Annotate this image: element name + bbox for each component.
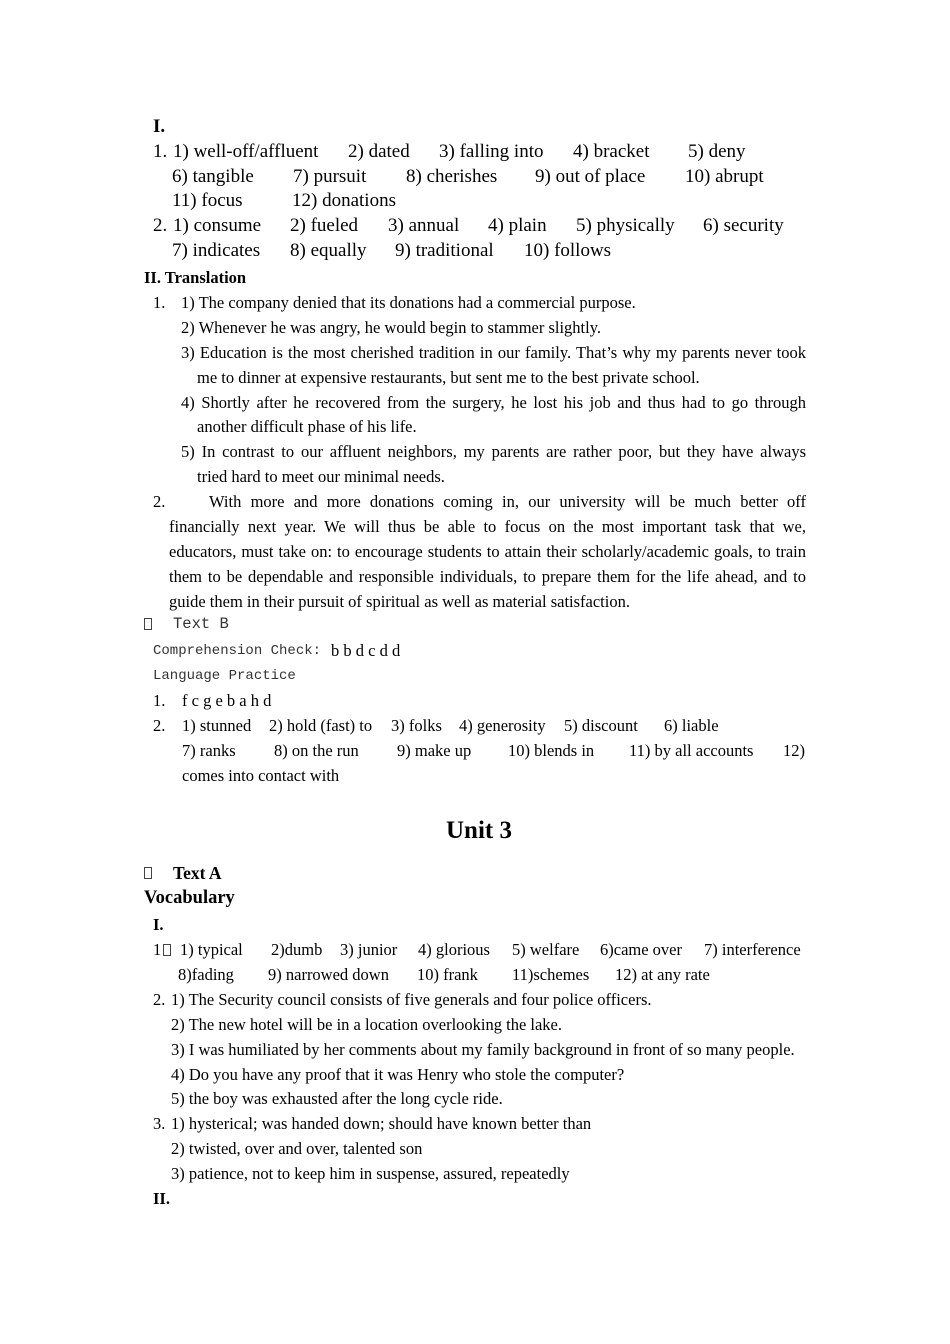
vocab-answer: 5) welfare <box>512 940 580 959</box>
vocab-part-number: 1. <box>153 141 168 162</box>
translation-line: me to dinner at expensive restaurants, but sent me to the best private school. <box>197 368 700 387</box>
vocab-answer: 12) at any rate <box>615 965 710 984</box>
language-practice-label: Language Practice <box>153 668 296 684</box>
translation-line: another difficult phase of his life. <box>197 417 417 436</box>
translation-line: 3) Education is the most cherished tradition in our family. That’s why my parents never took <box>181 343 806 362</box>
translation-line: tried hard to meet our minimal needs. <box>197 467 445 486</box>
practice-answer: 11) by all accounts <box>629 741 754 760</box>
vocab-answer-line: 3) patience, not to keep him in suspense, assured, repeatedly <box>171 1164 570 1183</box>
vocab-sentence: 2) The new hotel will be in a location overlooking the lake. <box>171 1015 563 1034</box>
vocab-answer: 7) pursuit <box>293 166 367 187</box>
practice-answers: f c g e b a h d <box>182 691 272 710</box>
vocab-answer: 6) tangible <box>172 166 254 187</box>
practice-answer: 1) stunned <box>182 716 252 735</box>
vocab-sentence: 3) I was humiliated by her comments about my family background in front of so many people. <box>171 1040 795 1059</box>
vocab-part-number: 1 <box>153 940 162 959</box>
text-a-title: Text A <box>173 863 222 883</box>
vocab-answer: 10) follows <box>524 240 612 261</box>
translation-paragraph-line: educators, must take on: to encourage students to attain their scholarly/academic goals, to train <box>169 542 806 561</box>
practice-answer: 5) discount <box>564 716 638 735</box>
vocab-answer: 8) cherishes <box>406 166 498 187</box>
vocab-answer: 11) focus <box>172 190 243 211</box>
vocab-answer: 3) annual <box>388 215 460 236</box>
vocab-answer: 5) physically <box>576 215 675 236</box>
practice-part-number: 2. <box>153 716 166 735</box>
translation-part-number: 1. <box>153 293 166 312</box>
vocab-answer: 9) traditional <box>395 240 494 261</box>
translation-part-number: 2. <box>153 492 166 511</box>
bullet-box-icon <box>144 618 152 630</box>
practice-answer-continuation: comes into contact with <box>182 766 340 785</box>
vocab-answer-line: 1) hysterical; was handed down; should have known better than <box>171 1114 592 1133</box>
practice-answer: 10) blends in <box>508 741 595 760</box>
unit-title: Unit 3 <box>446 817 512 844</box>
practice-answer: 6) liable <box>664 716 719 735</box>
vocab-section-heading: I. <box>153 116 166 137</box>
practice-answer: 3) folks <box>391 716 442 735</box>
practice-answer: 4) generosity <box>459 716 546 735</box>
vocab-answer: 9) narrowed down <box>268 965 389 984</box>
vocab-answer: 1) consume <box>173 215 262 236</box>
vocabulary-heading: Vocabulary <box>144 888 235 908</box>
vocab-answer: 8) equally <box>290 240 367 261</box>
vocab-answer: 7) interference <box>704 940 801 959</box>
bullet-box-icon <box>144 867 152 879</box>
vocab-sentence: 1) The Security council consists of five generals and four police officers. <box>171 990 652 1009</box>
practice-answer: 2) hold (fast) to <box>269 716 373 735</box>
vocab-answer: 2)dumb <box>271 940 323 959</box>
translation-line: 5) In contrast to our affluent neighbors, my parents are rather poor, but they have always <box>181 442 806 461</box>
vocab-answer: 10) abrupt <box>685 166 764 187</box>
vocab-answer: 3) falling into <box>439 141 544 162</box>
vocab-answer: 6)came over <box>600 940 682 959</box>
bullet-box-icon <box>163 944 171 956</box>
vocab-answer: 10) frank <box>417 965 478 984</box>
vocab-part-number: 2. <box>153 215 168 236</box>
practice-answer: 7) ranks <box>182 741 236 760</box>
vocab-answer: 2) fueled <box>290 215 359 236</box>
vocab-sentence: 5) the boy was exhausted after the long cycle ride. <box>171 1089 503 1108</box>
practice-part-number: 1. <box>153 691 166 710</box>
vocab-answer: 11)schemes <box>512 965 590 984</box>
vocab-answer: 2) dated <box>348 141 410 162</box>
text-b-title: Text B <box>173 615 229 633</box>
vocab-sentence: 4) Do you have any proof that it was Henry who stole the computer? <box>171 1065 625 1084</box>
vocab-section-heading: I. <box>153 915 164 934</box>
translation-line: 1) The company denied that its donations had a commercial purpose. <box>181 293 636 312</box>
practice-answer: 8) on the run <box>274 741 359 760</box>
vocab-answer: 1) typical <box>180 940 243 959</box>
translation-line: 2) Whenever he was angry, he would begin to stammer slightly. <box>181 318 602 337</box>
vocab-answer: 1) well-off/affluent <box>173 141 319 162</box>
comprehension-check-answers: b b d c d d <box>331 641 401 660</box>
comprehension-check-label: Comprehension Check: <box>153 643 322 659</box>
vocab-section-heading: II. <box>153 1189 170 1208</box>
translation-heading: II. Translation <box>144 268 247 287</box>
translation-paragraph-line: With more and more donations coming in, our university will be much better off <box>209 492 806 511</box>
vocab-part-number: 2. <box>153 990 166 1009</box>
vocab-answer: 9) out of place <box>535 166 646 187</box>
practice-answer: 9) make up <box>397 741 472 760</box>
vocab-answer: 6) security <box>703 215 784 236</box>
translation-paragraph-line: guide them in their pursuit of spiritual as well as material satisfaction. <box>169 592 630 611</box>
vocab-part-number: 3. <box>153 1114 166 1133</box>
vocab-answer-line: 2) twisted, over and over, talented son <box>171 1139 423 1158</box>
vocab-answer: 7) indicates <box>172 240 261 261</box>
vocab-answer: 12) donations <box>292 190 396 211</box>
practice-answer: 12) <box>783 741 805 760</box>
vocab-answer: 4) bracket <box>573 141 650 162</box>
translation-line: 4) Shortly after he recovered from the surgery, he lost his job and thus had to go through <box>181 393 806 412</box>
vocab-answer: 3) junior <box>340 940 398 959</box>
vocab-answer: 4) plain <box>488 215 547 236</box>
vocab-answer: 4) glorious <box>418 940 490 959</box>
translation-paragraph-line: financially next year. We will thus be able to focus on the most important task that we, <box>169 517 806 536</box>
vocab-answer: 8)fading <box>178 965 234 984</box>
vocab-answer: 5) deny <box>688 141 746 162</box>
translation-paragraph-line: them to be dependable and responsible individuals, to prepare them for the life ahead, and to <box>169 567 806 586</box>
